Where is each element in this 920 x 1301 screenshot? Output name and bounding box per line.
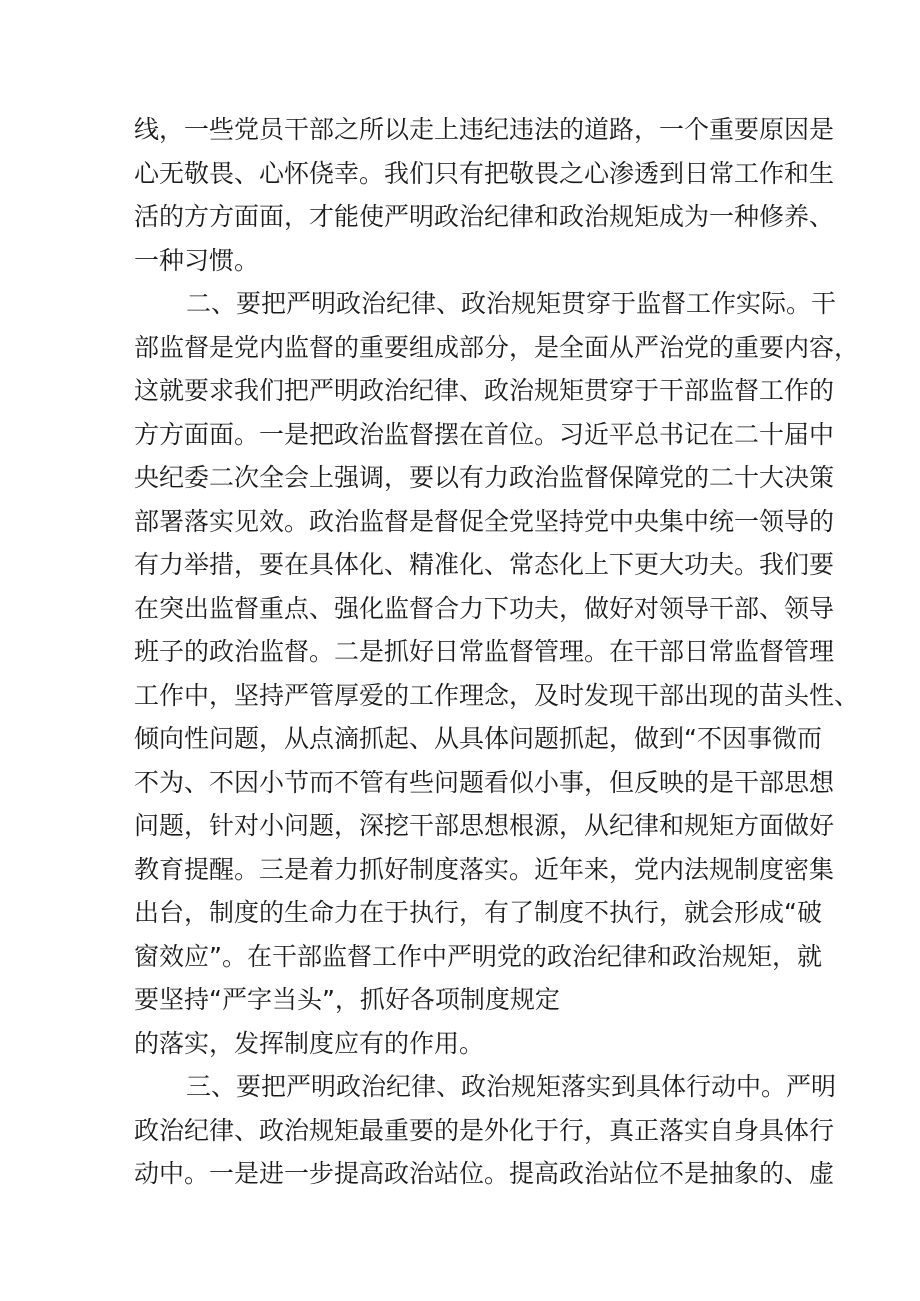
text-line: 不为、不因小节而不管有些问题看似小事，但反映的是干部思想 bbox=[134, 767, 835, 797]
text-line: 要坚持“严字当头”，抓好各项制度规定 bbox=[134, 985, 560, 1014]
text-line: 的落实，发挥制度应有的作用。 bbox=[134, 1028, 485, 1058]
text-line: 部署落实见效。政治监督是督促全党坚持党中央集中统一领导的 bbox=[134, 506, 835, 536]
text-line: 倾向性问题，从点滴抓起、从具体问题抓起，做到“不因事微而 bbox=[134, 724, 822, 753]
text-line: 心无敬畏、心怀侥幸。我们只有把敬畏之心渗透到日常工作和生 bbox=[134, 158, 835, 188]
section-heading-line: 二、要把严明政治纪律、政治规矩贯穿于监督工作实际。干 bbox=[186, 289, 837, 318]
text-line: 教育提醒。三是着力抓好制度落实。近年来，党内法规制度密集 bbox=[134, 854, 835, 884]
text-line: 这就要求我们把严明政治纪律、政治规矩贯穿于干部监督工作的 bbox=[134, 376, 835, 405]
text-line: 问题，针对小问题，深挖干部思想根源，从纪律和规矩方面做好 bbox=[134, 811, 835, 840]
text-line: 动中。一是进一步提高政治站位。提高政治站位不是抽象的、虚 bbox=[134, 1159, 835, 1188]
text-line: 政治纪律、政治规矩最重要的是外化于行，真正落实自身具体行 bbox=[134, 1115, 835, 1145]
text-line: 活的方方面面，才能使严明政治纪律和政治规矩成为一种修养、 bbox=[134, 202, 835, 231]
section-heading-line: 三、要把严明政治纪律、政治规矩落实到具体行动中。严明 bbox=[186, 1072, 837, 1101]
text-line: 出台，制度的生命力在于执行，有了制度不执行，就会形成“破 bbox=[134, 898, 822, 927]
text-line: 有力举措，要在具体化、精准化、常态化上下更大功夫。我们要 bbox=[134, 550, 835, 579]
text-line: 部监督是党内监督的重要组成部分，是全面从严治党的重要内容， bbox=[134, 332, 860, 362]
document-body bbox=[134, 108, 860, 1196]
text-line: 工作中，坚持严管厚爱的工作理念，及时发现干部出现的苗头性、 bbox=[134, 680, 860, 710]
text-line: 央纪委二次全会上强调，要以有力政治监督保障党的二十大决策 bbox=[134, 463, 835, 492]
text-line: 线，一些党员干部之所以走上违纪违法的道路，一个重要原因是 bbox=[134, 115, 835, 144]
text-line: 一种习惯。 bbox=[134, 245, 260, 275]
text-line: 窗效应”。在干部监督工作中严明党的政治纪律和政治规矩，就 bbox=[134, 941, 822, 971]
text-line: 在突出监督重点、强化监督合力下功夫，做好对领导干部、领导 bbox=[134, 593, 835, 623]
text-line: 班子的政治监督。二是抓好日常监督管理。在干部日常监督管理 bbox=[134, 637, 835, 666]
text-line: 方方面面。一是把政治监督摆在首位。习近平总书记在二十届中 bbox=[134, 419, 835, 449]
